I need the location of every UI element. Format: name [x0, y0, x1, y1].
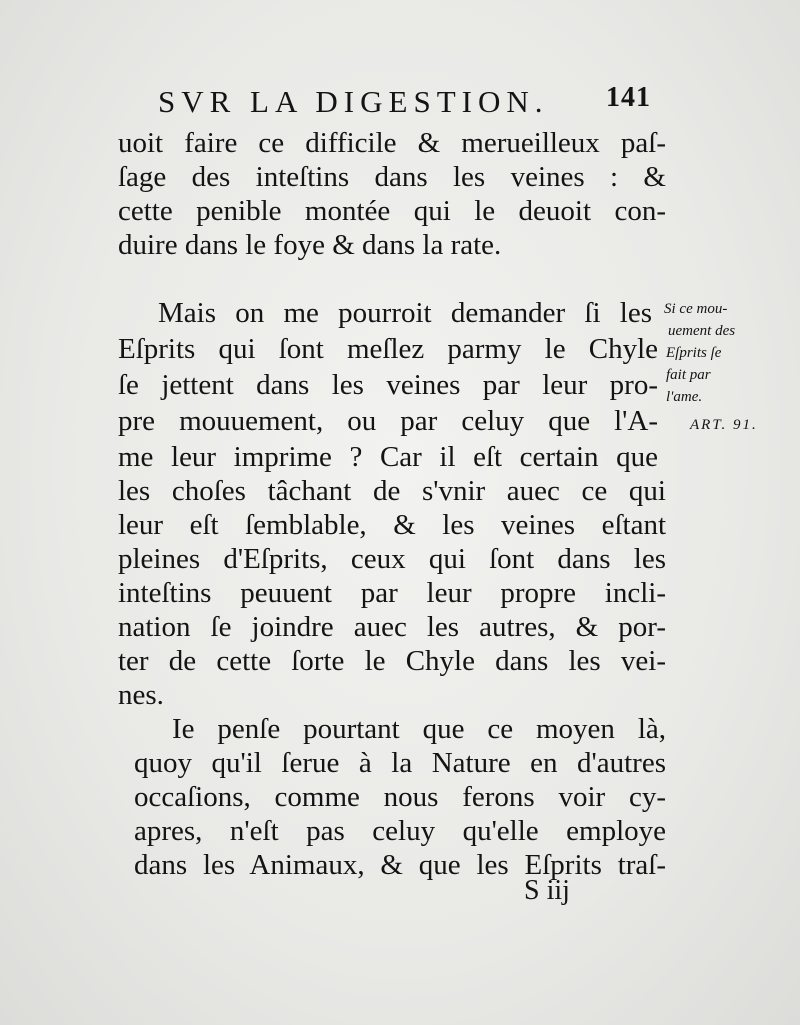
- text-line: inteſtins peuuent par leur propre incli-: [118, 577, 666, 609]
- running-title: SVR LA DIGESTION.: [158, 84, 549, 119]
- text-line: dans les Animaux, & que les Eſprits traſ-: [134, 849, 666, 881]
- text-line: occaſions, comme nous ferons voir cy-: [134, 781, 666, 813]
- page-number: 141: [606, 82, 651, 113]
- text-line: ter de cette ſorte le Chyle dans les vei-: [118, 645, 666, 677]
- text-line: quoy qu'il ſerue à la Nature en d'autres: [134, 747, 666, 779]
- margin-note-line: Eſprits ſe: [666, 345, 722, 361]
- article-number: ART. 91.: [690, 417, 758, 433]
- paragraph-first-line: Mais on me pourroit demander ſi les: [158, 297, 652, 329]
- text-line: les choſes tâchant de s'vnir auec ce qui: [118, 475, 666, 507]
- text-line: ſe jettent dans les veines par leur pro-: [118, 369, 658, 401]
- text-line: cette penible montée qui le deuoit con-: [118, 195, 666, 227]
- running-header: [158, 84, 658, 124]
- margin-note-line: fait par: [666, 367, 711, 383]
- text-line: leur eſt ſemblable, & les veines eſtant: [118, 509, 666, 541]
- text-line: ſage des inteſtins dans les veines : &: [118, 161, 666, 193]
- margin-note-line: Si ce mou-: [664, 301, 728, 317]
- paragraph-first-line: Ie penſe pourtant que ce moyen là,: [172, 713, 666, 745]
- text-line: nes.: [118, 679, 164, 711]
- text-line: duire dans le foye & dans la rate.: [118, 229, 502, 261]
- text-line: pleines d'Eſprits, ceux qui ſont dans les: [118, 543, 666, 575]
- text-line: nation ſe joindre auec les autres, & por-: [118, 611, 666, 643]
- text-line: me leur imprime ? Car il eſt certain que: [118, 441, 658, 473]
- text-line: uoit faire ce difficile & merueilleux paſ-: [118, 127, 666, 159]
- text-line: pre mouuement, ou par celuy que l'A-: [118, 405, 658, 437]
- text-line: apres, n'eſt pas celuy qu'elle employe: [134, 815, 666, 847]
- signature-mark: S iij: [524, 875, 570, 906]
- margin-note-line: l'ame.: [666, 389, 703, 405]
- margin-note-line: uement des: [668, 323, 736, 339]
- text-line: Eſprits qui ſont meſlez parmy le Chyle: [118, 333, 658, 365]
